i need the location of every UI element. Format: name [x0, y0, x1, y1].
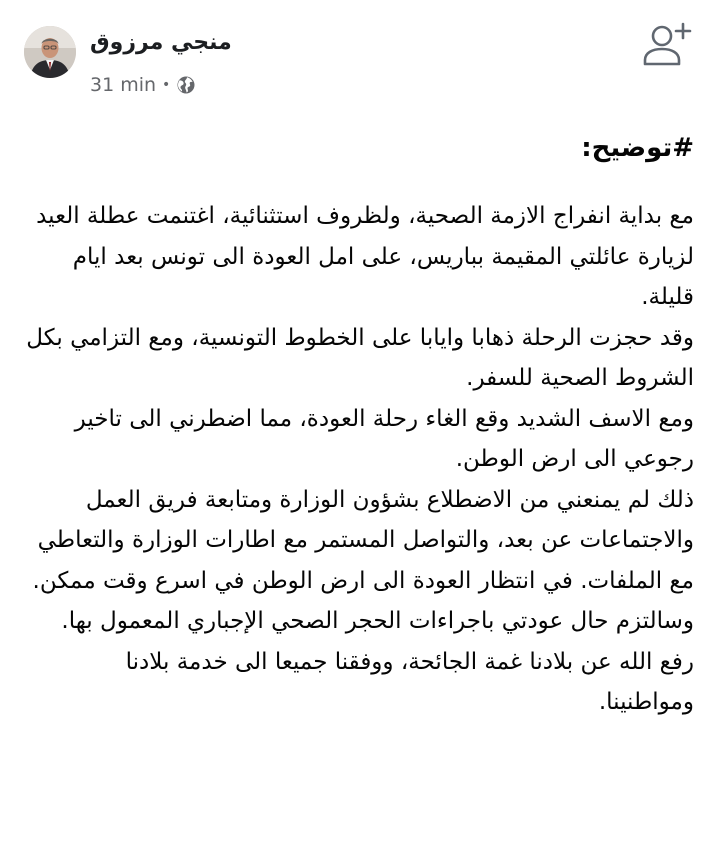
- post-header: [0, 0, 720, 110]
- post-hashtag[interactable]: #توضيح:: [581, 133, 694, 163]
- post-timestamp[interactable]: 31 min: [90, 74, 157, 96]
- meta-separator: •: [162, 77, 171, 93]
- add-friend-icon[interactable]: [640, 20, 694, 68]
- post-paragraph: ذلك لم يمنعني من الاضطلاع بشؤون الوزارة ومتابعة فريق العمل والاجتماعات عن بعد، والتواصل المستمر مع اطارات الوزارة والتعاطي مع الملفات. في انتظار العودة الى ارض الوطن في اسرع وقت ممكن.: [32, 486, 694, 594]
- post-paragraph: مع بداية انفراج الازمة الصحية، ولظروف استثنائية، اغتنمت عطلة العيد لزيارة عائلتي المقيمة بباريس، على امل العودة الى تونس بعد ايام قليلة.: [36, 203, 694, 310]
- avatar[interactable]: [24, 26, 76, 78]
- globe-icon[interactable]: [176, 75, 196, 95]
- post-paragraph: رفع الله عن بلادنا غمة الجائحة، ووفقنا جميعا الى خدمة بلادنا ومواطنينا.: [125, 648, 694, 715]
- post-meta: [90, 72, 196, 98]
- post-body: [26, 118, 694, 723]
- post-paragraph: ومع الاسف الشديد وقع الغاء رحلة العودة، مما اضطرني الى تاخير رجوعي الى ارض الوطن.: [74, 405, 694, 472]
- author-name[interactable]: منجي مرزوق: [90, 30, 232, 55]
- post-paragraph: وقد حجزت الرحلة ذهابا وايابا على الخطوط التونسية، ومع التزامي بكل الشروط الصحية للسفر.: [26, 324, 694, 391]
- post-paragraph: وسالتزم حال عودتي باجراءات الحجر الصحي الإجباري المعمول بها.: [61, 608, 694, 634]
